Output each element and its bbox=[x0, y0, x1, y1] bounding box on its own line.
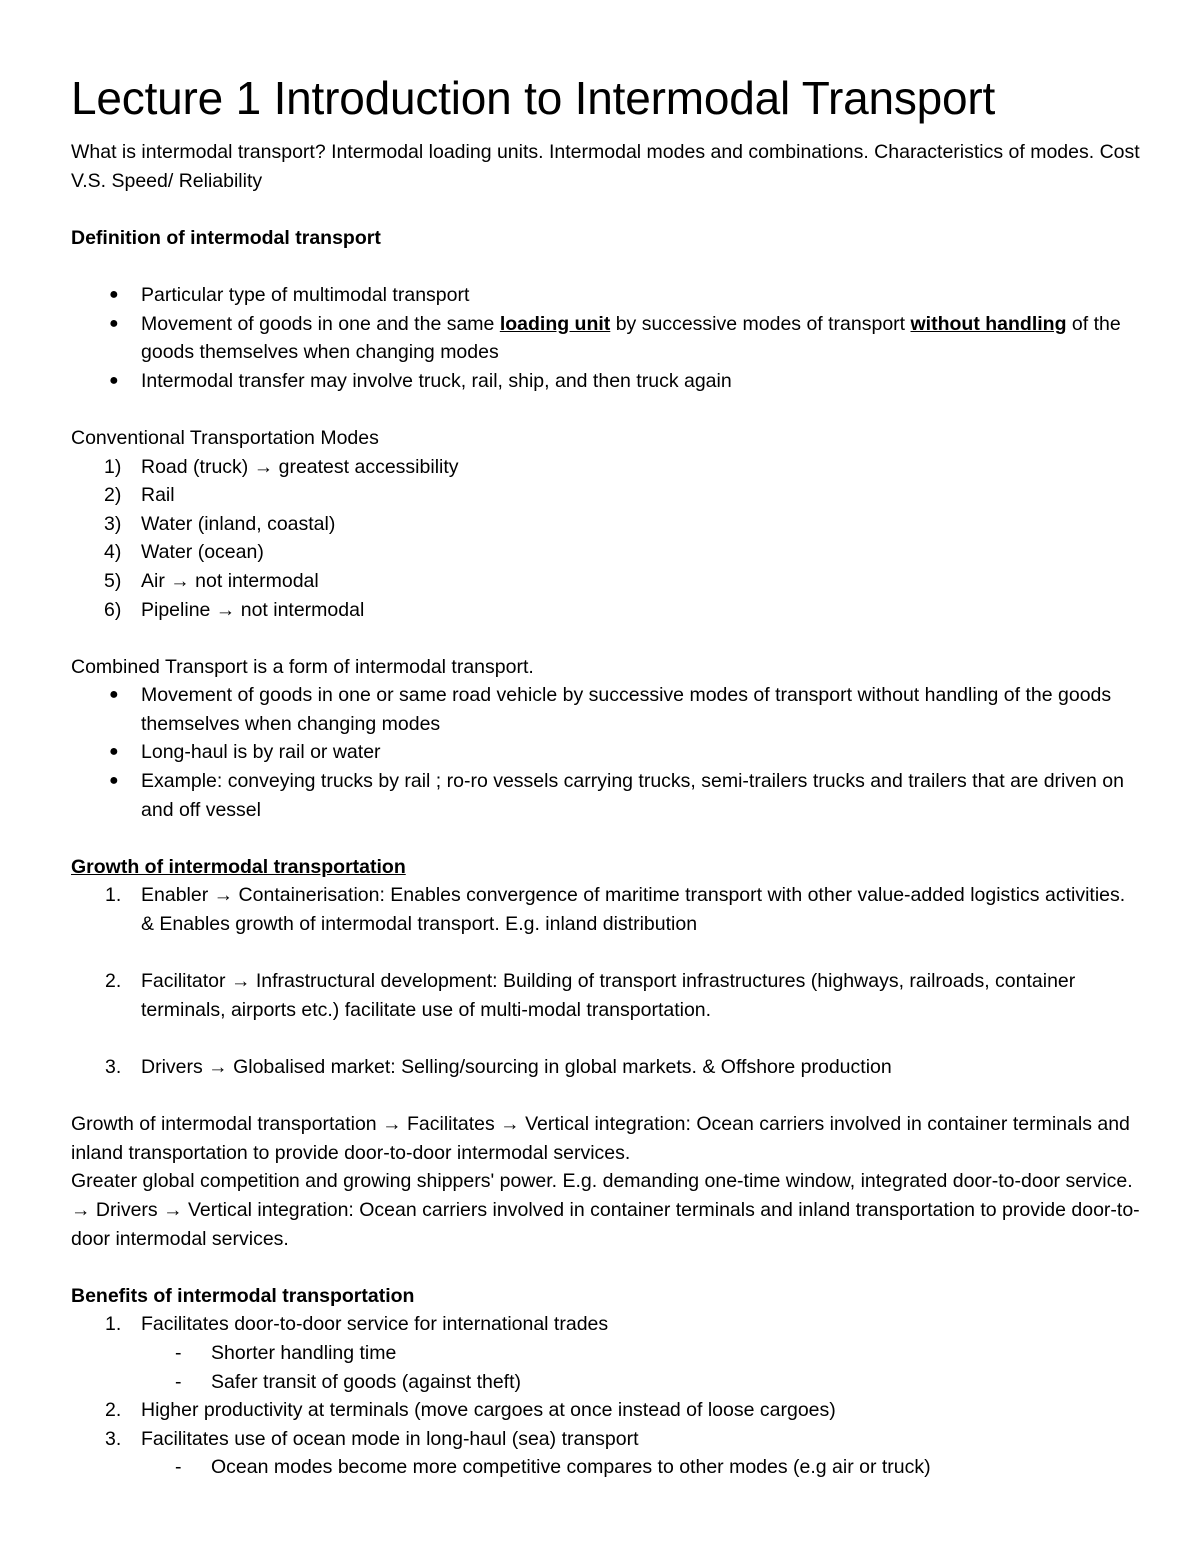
bullet-icon: ● bbox=[109, 686, 119, 704]
list-item: 1. Enabler → Containerisation: Enables convergence of maritime transport with other value-added logistics activities. & Enables growth of intermodal transport. E.g. inland distribution bbox=[105, 884, 1126, 936]
combined-list bbox=[71, 681, 1141, 824]
list-item: - Ocean modes become more competitive compares to other modes (e.g air or truck) bbox=[71, 1453, 1141, 1482]
growth-list bbox=[71, 881, 1141, 1081]
dash-icon: - bbox=[175, 1370, 182, 1393]
bullet-icon: ● bbox=[109, 743, 119, 761]
list-item: 2) Rail bbox=[104, 484, 175, 507]
list-item: 1) Road (truck) → greatest accessibility bbox=[104, 455, 459, 478]
list-item: 6) Pipeline → not intermodal bbox=[104, 598, 365, 621]
list-item: 3. Facilitates use of ocean mode in long-haul (sea) transport bbox=[105, 1427, 639, 1450]
combined-heading: Combined Transport is a form of intermodal transport. bbox=[71, 655, 534, 678]
list-item: 3. Drivers → Globalised market: Selling/sourcing in global markets. & Offshore production bbox=[105, 1056, 892, 1078]
list-item: - Safer transit of goods (against theft) bbox=[71, 1368, 1141, 1397]
list-item: 4) Water (ocean) bbox=[104, 541, 264, 564]
benefits-sublist-3 bbox=[71, 1453, 1141, 1482]
dash-icon: - bbox=[175, 1456, 182, 1479]
growth-heading: Growth of intermodal transportation bbox=[71, 855, 406, 878]
definition-list bbox=[71, 281, 1141, 395]
list-item: ● Intermodal transfer may involve truck, rail, ship, and then truck again bbox=[71, 367, 1141, 396]
benefits-list bbox=[71, 1310, 1141, 1339]
bullet-icon: ● bbox=[109, 772, 119, 790]
list-item: 2. Higher productivity at terminals (move cargoes at once instead of loose cargoes) bbox=[105, 1399, 836, 1422]
term-loading-unit: loading unit bbox=[499, 312, 611, 335]
benefits-sublist-1 bbox=[71, 1339, 1141, 1396]
growth-paragraph-2: Greater global competition and growing shippers' power. E.g. demanding one-time window, integrated door-to-door service. → Drivers → Vertical integration: Ocean carriers involved in container terminals and inland transportation to provide door-to-door intermodal services. bbox=[71, 1170, 1140, 1250]
bullet-icon: ● bbox=[109, 285, 119, 303]
document-page bbox=[71, 70, 1141, 1482]
list-item: ● Example: conveying trucks by rail ; ro-ro vessels carrying trucks, semi-trailers trucks and trailers that are driven on and off vessel bbox=[71, 767, 1141, 824]
list-item: ● Movement of goods in one or same road vehicle by successive modes of transport without handling of the goods themselves when changing modes bbox=[71, 681, 1141, 738]
list-item: 2. Facilitator → Infrastructural development: Building of transport infrastructures (highways, railroads, container terminals, airports etc.) facilitate use of multi-modal transportation. bbox=[105, 970, 1076, 1021]
definition-heading: Definition of intermodal transport bbox=[71, 226, 381, 249]
term-without-handling: without handling bbox=[910, 312, 1067, 335]
bullet-icon: ● bbox=[109, 314, 119, 332]
list-item: 3) Water (inland, coastal) bbox=[104, 512, 336, 535]
growth-paragraph-1: Growth of intermodal transportation → Facilitates → Vertical integration: Ocean carriers involved in container terminals and inland transportation to provide door-to-door intermodal services. bbox=[71, 1113, 1130, 1164]
list-item: - Shorter handling time bbox=[71, 1339, 1141, 1368]
bullet-icon: ● bbox=[109, 371, 119, 389]
benefits-list-cont bbox=[71, 1396, 1141, 1453]
list-item: ● Long-haul is by rail or water bbox=[71, 738, 1141, 767]
page-title: Lecture 1 Introduction to Intermodal Transport bbox=[71, 72, 996, 124]
benefits-heading: Benefits of intermodal transportation bbox=[71, 1284, 415, 1307]
intro-paragraph: What is intermodal transport? Intermodal loading units. Intermodal modes and combinations. Characteristics of modes. Cost V.S. Speed/ Reliability bbox=[71, 141, 1140, 192]
modes-list bbox=[71, 453, 1141, 625]
list-item: 5) Air → not intermodal bbox=[104, 569, 319, 592]
list-item: 1. Facilitates door-to-door service for international trades bbox=[105, 1313, 609, 1336]
modes-heading: Conventional Transportation Modes bbox=[71, 426, 379, 449]
list-item: ● Movement of goods in one and the same loading unit by successive modes of transport without handling of the goods themselves when changing modes bbox=[71, 310, 1141, 367]
list-item: ● Particular type of multimodal transport bbox=[71, 281, 1141, 310]
dash-icon: - bbox=[175, 1341, 182, 1364]
